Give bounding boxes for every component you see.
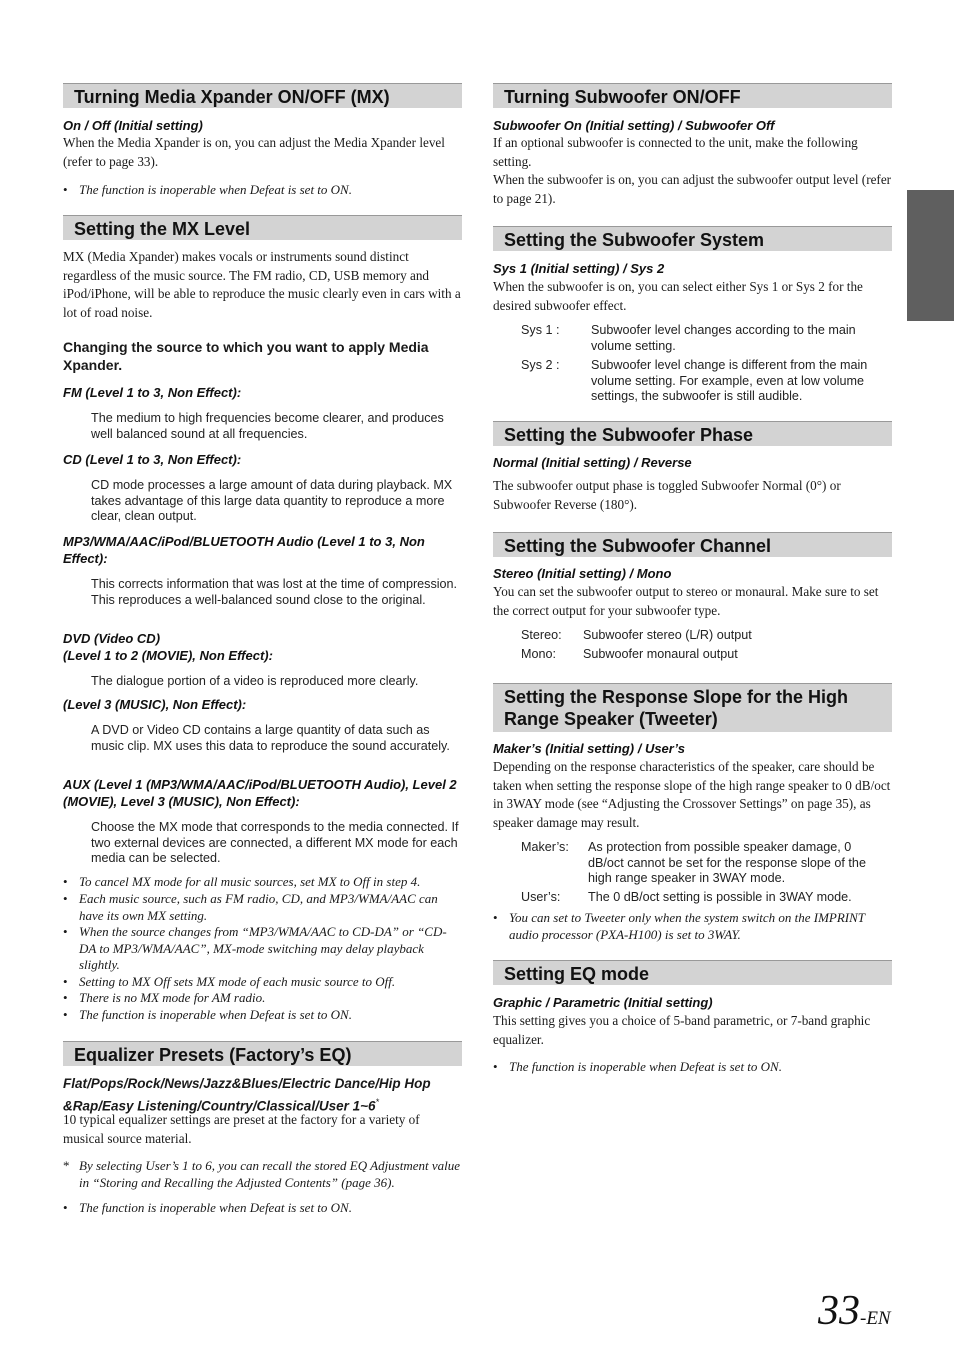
- footnote: [63, 1158, 463, 1191]
- bullet-text: The function is inoperable when Defeat is set to ON.: [79, 1007, 352, 1022]
- aux-label: AUX (Level 1 (MP3/WMA/AAC/iPod/BLUETOOTH Audio), Level 2 (MOVIE), Level 3 (MUSIC), Non Effect):: [63, 777, 457, 809]
- bullet-item: • The function is inoperable when Defeat is set to ON.: [493, 1059, 782, 1074]
- bullet-item: • There is no MX mode for AM radio.: [63, 990, 266, 1005]
- term-users: User’s:: [521, 890, 561, 904]
- eq-presets-options-line1: Flat/Pops/Rock/News/Jazz&Blues/Electric Dance/Hip Hop: [63, 1076, 431, 1091]
- mx-onoff-options: On / Off (Initial setting): [63, 118, 203, 133]
- heading-subwoofer-onoff: Turning Subwoofer ON/OFF: [493, 83, 892, 108]
- subwoofer-channel-body: You can set the subwoofer output to stereo or monaural. Make sure to set the correct output for your subwoofer type.: [493, 584, 879, 618]
- bullet-item: • The function is inoperable when Defeat is set to ON.: [63, 1007, 352, 1022]
- bullet-text: The function is inoperable when Defeat is set to ON.: [79, 1200, 352, 1215]
- response-slope-options: Maker’s (Initial setting) / User’s: [493, 741, 685, 756]
- term-mono: Mono:: [521, 647, 557, 661]
- fm-label: FM (Level 1 to 3, Non Effect):: [63, 385, 242, 400]
- bullet-text: The function is inoperable when Defeat is set to ON.: [509, 1059, 782, 1074]
- subwoofer-system-options: Sys 1 (Initial setting) / Sys 2: [493, 261, 665, 276]
- changing-source-title: Changing the source to which you want to apply Media Xpander.: [63, 339, 429, 373]
- page-number-value: 33: [818, 1288, 860, 1334]
- term-users-desc: The 0 dB/oct setting is possible in 3WAY mode.: [588, 890, 852, 904]
- bullet-text: Each music source, such as FM radio, CD, and MP3/WMA/AAC can have its own MX setting.: [79, 891, 438, 923]
- subwoofer-channel-options: Stereo (Initial setting) / Mono: [493, 566, 672, 581]
- eq-mode-options: Graphic / Parametric (Initial setting): [493, 995, 713, 1010]
- mx-level-body: MX (Media Xpander) makes vocals or instruments sound distinct regardless of the music source. The FM radio, CD, USB memory and iPod/iPhone, will be able to reproduce the music clearly even in cars with a lot of road noise.: [63, 249, 461, 320]
- cd-label: CD (Level 1 to 3, Non Effect):: [63, 452, 242, 467]
- cd-desc: CD mode processes a large amount of data during playback. MX takes advantage of this large data quantity to reproduce a more clear, clean output.: [91, 478, 453, 524]
- term-mono-desc: Subwoofer monaural output: [583, 647, 738, 661]
- mx-onoff-body: When the Media Xpander is on, you can adjust the Media Xpander level (refer to page 33).: [63, 135, 445, 169]
- term-stereo: Stereo:: [521, 628, 562, 642]
- response-slope-body: Depending on the response characteristics of the speaker, care should be taken when setting the response slope of the high range speaker to 0 dB/oct in 3WAY mode (see “Adjusting the Crossover Settings” on page 35), as speaker damage may result.: [493, 759, 891, 830]
- page-number-suffix: -EN: [860, 1308, 891, 1329]
- page-number: [818, 1287, 891, 1343]
- bullet-item: • Setting to MX Off sets MX mode of each music source to Off.: [63, 974, 396, 989]
- heading-response-slope-line1: Setting the Response Slope for the High: [504, 687, 849, 707]
- subwoofer-phase-body: The subwoofer output phase is toggled Subwoofer Normal (0°) or Subwoofer Reverse (180°).: [493, 478, 841, 512]
- bullet-item: • When the source changes from “MP3/WMA/AAC to CD-DA” or “CD-DA to MP3/WMA/AAC”, MX-mode switching may delay playback slightly.: [63, 924, 447, 973]
- bullet-item: • The function is inoperable when Defeat is set to ON.: [63, 182, 352, 197]
- aux-desc: Choose the MX mode that corresponds to the media connected. If two external devices are connected, a different MX mode for each media can be selected.: [91, 820, 459, 866]
- bullet-text: When the source changes from “MP3/WMA/AAC to CD-DA” or “CD-DA to MP3/WMA/AAC”, MX-mode switching may delay playback slightly.: [79, 924, 447, 973]
- term-sys2: Sys 2 :: [521, 358, 560, 372]
- dvd-label-level: (Level 1 to 2 (MOVIE), Non Effect):: [63, 648, 273, 663]
- level3-label: (Level 3 (MUSIC), Non Effect):: [63, 697, 247, 712]
- bullet-item: • The function is inoperable when Defeat is set to ON.: [63, 1200, 352, 1215]
- term-makers-desc: As protection from possible speaker damage, 0 dB/oct cannot be set for the response slope of the high range speaker in 3WAY mode.: [588, 840, 866, 886]
- heading-mx-level: Setting the MX Level: [63, 215, 462, 240]
- footnote-mark: *: [375, 1097, 380, 1107]
- term-sys1: Sys 1 :: [521, 323, 560, 337]
- term-makers: Maker’s:: [521, 840, 569, 854]
- bullet-item: • You can set to Tweeter only when the system switch on the IMPRINT audio processor (PXA-H100) is set to 3WAY.: [493, 910, 865, 942]
- bullet-text: Setting to MX Off sets MX mode of each music source to Off.: [79, 974, 396, 989]
- level3-desc: A DVD or Video CD contains a large quantity of data such as music clip. MX uses this data to reproduce the sound accurately.: [91, 723, 450, 753]
- subwoofer-onoff-body2: When the subwoofer is on, you can adjust the subwoofer output level (refer to page 21).: [493, 172, 892, 206]
- bullet-text: The function is inoperable when Defeat is set to ON.: [79, 182, 352, 197]
- heading-media-xpander-onoff: Turning Media Xpander ON/OFF (MX): [63, 83, 462, 108]
- bullet-item: • Each music source, such as FM radio, CD, and MP3/WMA/AAC can have its own MX setting.: [63, 891, 438, 923]
- heading-response-slope: [493, 683, 892, 732]
- heading-response-slope-line2: Range Speaker (Tweeter): [504, 709, 718, 729]
- fm-desc: The medium to high frequencies become clearer, and produces well balanced sound at all frequencies.: [91, 411, 444, 441]
- term-stereo-desc: Subwoofer stereo (L/R) output: [583, 628, 752, 642]
- heading-subwoofer-channel: Setting the Subwoofer Channel: [493, 532, 892, 557]
- term-sys2-desc: Subwoofer level change is different from the main volume setting. For example, even at low volume settings, the subwoofer is still audible.: [591, 358, 868, 404]
- eq-presets-options-line2-text: &Rap/Easy Listening/Country/Classical/User 1~6: [63, 1098, 376, 1114]
- eq-presets-body: 10 typical equalizer settings are preset at the factory for a variety of musical source material.: [63, 1112, 420, 1146]
- bullet-item: • To cancel MX mode for all music sources, set MX to Off in step 4.: [63, 874, 421, 889]
- dvd-label: DVD (Video CD): [63, 631, 161, 646]
- side-tab-marker: [907, 190, 954, 321]
- heading-subwoofer-phase: Setting the Subwoofer Phase: [493, 421, 892, 446]
- subwoofer-onoff-options: Subwoofer On (Initial setting) / Subwoofer Off: [493, 118, 775, 133]
- heading-subwoofer-system: Setting the Subwoofer System: [493, 226, 892, 251]
- footnote-text: By selecting User’s 1 to 6, you can recall the stored EQ Adjustment value in “Storing and Recalling the Adjusted Contents” (page 36).: [79, 1158, 461, 1190]
- subwoofer-phase-options: Normal (Initial setting) / Reverse: [493, 455, 692, 470]
- dvd-desc: The dialogue portion of a video is reproduced more clearly.: [91, 674, 419, 688]
- bullet-text: To cancel MX mode for all music sources, set MX to Off in step 4.: [79, 874, 421, 889]
- term-sys1-desc: Subwoofer level changes according to the main volume setting.: [591, 323, 856, 353]
- heading-eq-mode: Setting EQ mode: [493, 960, 892, 985]
- eq-mode-body: This setting gives you a choice of 5-band parametric, or 7-band graphic equalizer.: [493, 1013, 871, 1047]
- heading-equalizer-presets: Equalizer Presets (Factory’s EQ): [63, 1041, 462, 1066]
- eq-presets-options: [63, 1075, 463, 1116]
- mp3-label: MP3/WMA/AAC/iPod/BLUETOOTH Audio (Level 1 to 3, Non Effect):: [63, 534, 425, 566]
- mp3-desc: This corrects information that was lost at the time of compression. This reproduces a well-balanced sound close to the original.: [91, 577, 458, 607]
- subwoofer-onoff-body: If an optional subwoofer is connected to the unit, make the following setting.: [493, 135, 858, 169]
- bullet-text: You can set to Tweeter only when the system switch on the IMPRINT audio processor (PXA-H100) is set to 3WAY.: [509, 910, 865, 942]
- footnote-mark: *: [63, 1158, 70, 1173]
- subwoofer-system-body: When the subwoofer is on, you can select either Sys 1 or Sys 2 for the desired subwoofer effect.: [493, 279, 863, 313]
- bullet-text: There is no MX mode for AM radio.: [79, 990, 266, 1005]
